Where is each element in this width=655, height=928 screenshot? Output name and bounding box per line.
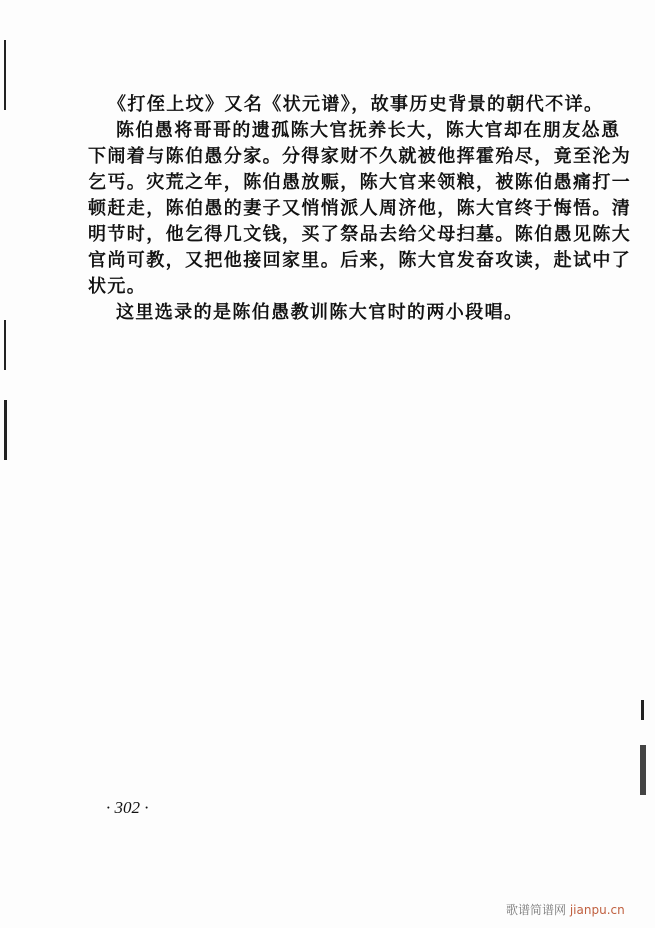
scan-edge-mark — [641, 700, 644, 720]
watermark — [506, 901, 625, 918]
text-line: 下闹着与陈伯愚分家。分得家财不久就被他挥霍殆尽，竟至沦为 — [88, 146, 632, 167]
scan-edge-mark — [4, 40, 6, 110]
page-number: · 302 · — [106, 798, 149, 817]
scan-edge-mark — [4, 400, 7, 460]
text-line: 乞丐。灾荒之年，陈伯愚放赈，陈大官来领粮，被陈伯愚痛打一 — [88, 172, 632, 193]
text-line: 《打侄上坟》又名《状元谱》，故事历史背景的朝代不详。 — [108, 94, 604, 115]
text-line: 陈伯愚将哥哥的遗孤陈大官抚养长大，陈大官却在朋友怂恿 — [116, 120, 621, 141]
text-line: 这里选录的是陈伯愚教训陈大官时的两小段唱。 — [116, 302, 524, 323]
text-line: 顿赶走，陈伯愚的妻子又悄悄派人周济他，陈大官终于悔悟。清 — [88, 198, 632, 219]
scan-edge-mark — [640, 745, 646, 795]
text-line: 状元。 — [88, 276, 147, 297]
scan-edge-mark — [4, 320, 6, 370]
text-line: 官尚可教，又把他接回家里。后来，陈大官发奋攻读，赴试中了 — [88, 250, 632, 271]
text-line: 明节时，他乞得几文钱，买了祭品去给父母扫墓。陈伯愚见陈大 — [88, 224, 632, 245]
watermark-url: jianpu.cn — [569, 903, 625, 917]
watermark-name: 歌谱简谱网 — [506, 903, 567, 917]
